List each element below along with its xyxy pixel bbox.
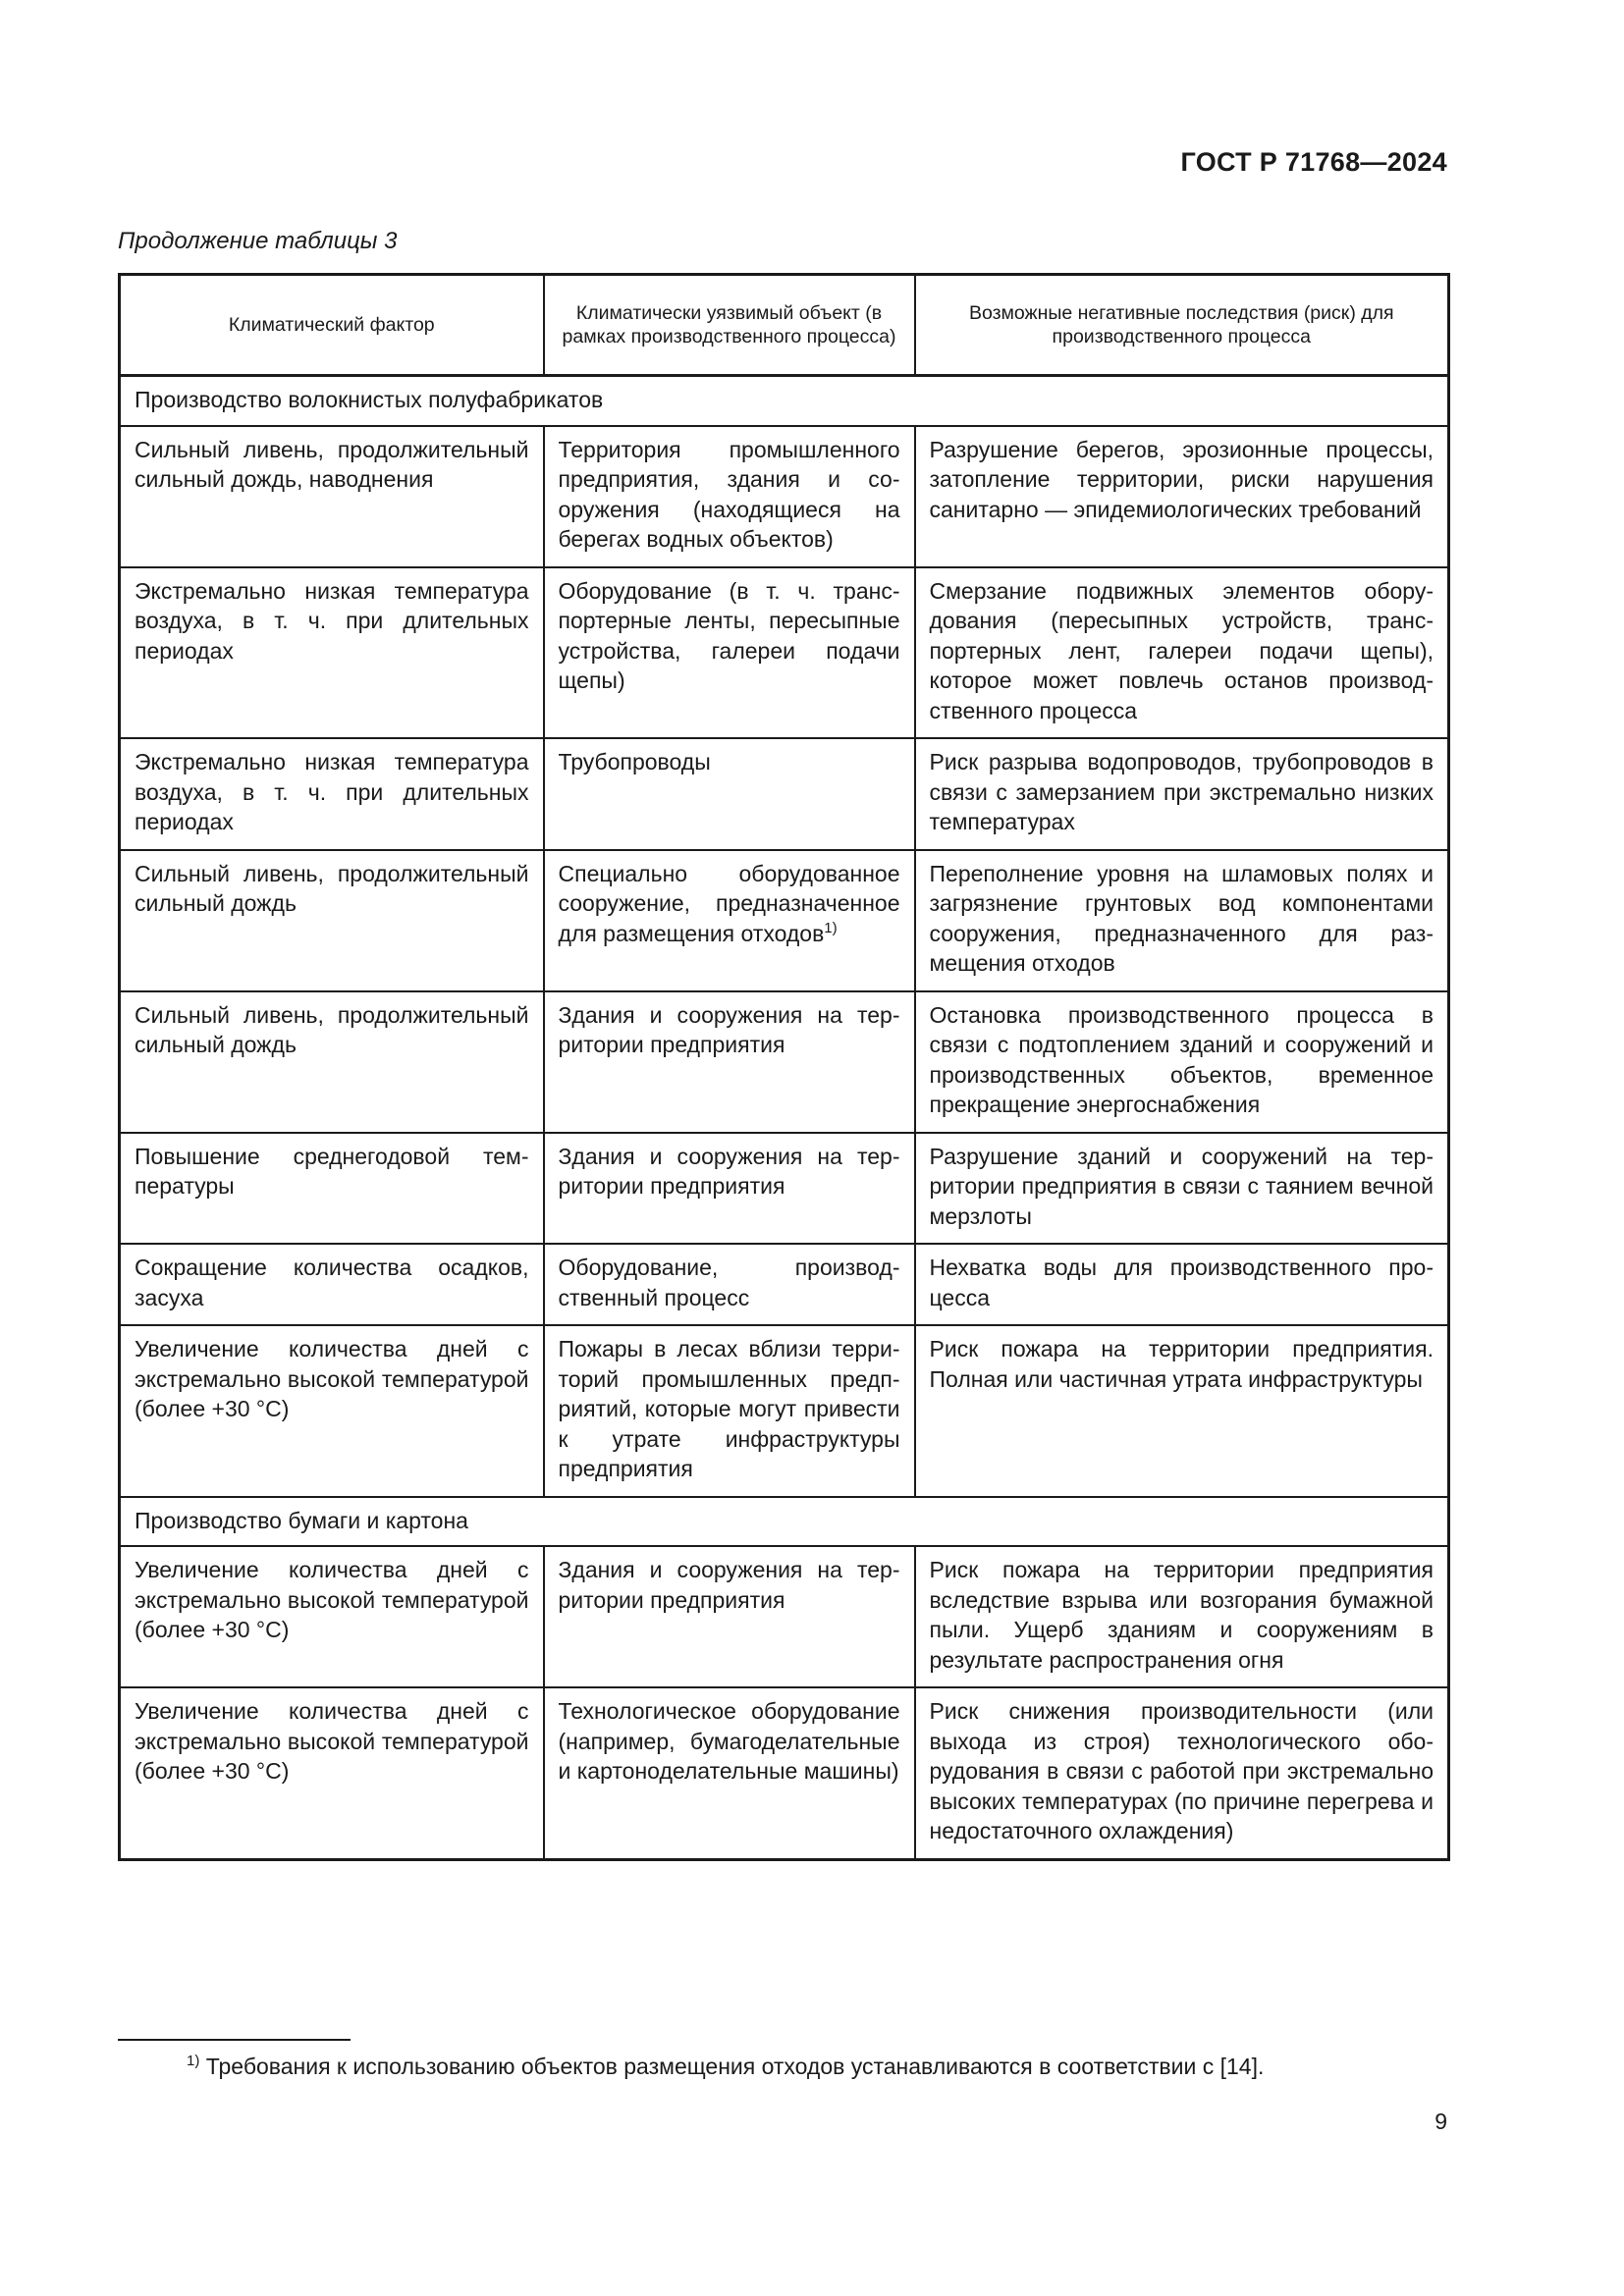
cell-object: Здания и сооружения на территории предприятия <box>544 991 915 1133</box>
section-title-paper: Производство бумаги и картона <box>120 1497 1449 1547</box>
cell-consequence: Разрушение берегов, эрозионные процессы, затопление территории, риски нарушения санитарно — эпидемиологических требований <box>915 426 1449 567</box>
footnote-divider <box>118 2039 351 2041</box>
cell-consequence: Остановка производственного процесса в связи с подтоплением зданий и сооружений и производственных объектов, временное прекращение энергоснабжения <box>915 991 1449 1133</box>
cell-object: Оборудование (в т. ч. транспортерные ленты, пересыпные устройства, галереи подачи щепы) <box>544 567 915 739</box>
cell-object: Технологическое оборудование (например, бумагоделательные и картоноделательные машины) <box>544 1687 915 1859</box>
cell-factor: Увеличение количества дней с экстремально высокой температурой (более +30 °С) <box>120 1546 544 1687</box>
cell-consequence: Риск пожара на территории предприятия. Полная или частичная утрата инфраструктуры <box>915 1325 1449 1497</box>
header-negative-consequences: Возможные негативные последствия (риск) для производственного процесса <box>915 275 1449 376</box>
cell-factor: Сокращение количества осадков, засуха <box>120 1244 544 1325</box>
cell-object: Пожары в лесах вблизи территорий промышленных предприятий, которые могут привести к утрате инфраструктуры предприятия <box>544 1325 915 1497</box>
cell-factor: Повышение среднегодовой температуры <box>120 1133 544 1245</box>
header-vulnerable-object: Климатически уязвимый объект (в рамках производственного процесса) <box>544 275 915 376</box>
table-row <box>120 426 1449 567</box>
section-row <box>120 376 1449 426</box>
cell-factor: Сильный ливень, продолжительный сильный дождь <box>120 991 544 1133</box>
cell-consequence: Смерзание подвижных элементов оборудования (пересыпных устройств, транспортерных лент, галереи подачи щепы), которое может повлечь останов производственного процесса <box>915 567 1449 739</box>
cell-factor: Увеличение количества дней с экстремально высокой температурой (более +30 °С) <box>120 1687 544 1859</box>
table-row <box>120 738 1449 850</box>
table-row <box>120 1325 1449 1497</box>
climate-risk-table <box>118 273 1450 1861</box>
document-code: ГОСТ Р 71768—2024 <box>1180 147 1447 177</box>
table-row <box>120 567 1449 739</box>
cell-consequence: Риск снижения производительности (или выхода из строя) технологического оборудования в связи с работой при экстремально высоких температурах (по причине перегрева и недостаточного охлаждения) <box>915 1687 1449 1859</box>
cell-factor: Экстремально низкая температура воздуха, в т. ч. при длительных периодах <box>120 738 544 850</box>
table-header-row <box>120 275 1449 376</box>
footnote <box>187 2054 1264 2080</box>
section-row <box>120 1497 1449 1547</box>
table-row <box>120 1244 1449 1325</box>
cell-factor: Сильный ливень, продолжительный сильный дождь <box>120 850 544 991</box>
table-row <box>120 1687 1449 1859</box>
cell-object-text: Специально оборудованное сооружение, предназначенное для размещения отходов <box>558 860 900 946</box>
footnote-mark: 1) <box>187 2053 200 2069</box>
cell-consequence: Риск разрыва водопроводов, трубопроводов в связи с замерзанием при экстремально низких температурах <box>915 738 1449 850</box>
cell-consequence: Разрушение зданий и сооружений на территории предприятия в связи с таянием вечной мерзлоты <box>915 1133 1449 1245</box>
table-row <box>120 1546 1449 1687</box>
cell-consequence: Риск пожара на территории предприятия вследствие взрыва или возгорания бумажной пыли. Ущерб зданиям и сооружениям в результате распространения огня <box>915 1546 1449 1687</box>
cell-factor: Сильный ливень, продолжительный сильный дождь, наводнения <box>120 426 544 567</box>
cell-object: Здания и сооружения на территории предприятия <box>544 1546 915 1687</box>
header-climate-factor: Климатический фактор <box>120 275 544 376</box>
cell-object: Территория промышленного предприятия, здания и сооружения (находящиеся на берегах водных объектов) <box>544 426 915 567</box>
cell-consequence: Нехватка воды для производственного процесса <box>915 1244 1449 1325</box>
table-caption: Продолжение таблицы 3 <box>118 228 398 254</box>
cell-object: Здания и сооружения на территории предприятия <box>544 1133 915 1245</box>
cell-object: Трубопроводы <box>544 738 915 850</box>
section-title-fiber: Производство волокнистых полуфабрикатов <box>120 376 1449 426</box>
cell-object-with-footnote <box>544 850 915 991</box>
page-number: 9 <box>1435 2109 1447 2134</box>
footnote-reference: 1) <box>824 919 838 936</box>
table-row <box>120 850 1449 991</box>
cell-object: Оборудование, производственный процесс <box>544 1244 915 1325</box>
table-row <box>120 1133 1449 1245</box>
cell-factor: Увеличение количества дней с экстремально высокой температурой (более +30 °С) <box>120 1325 544 1497</box>
cell-consequence: Переполнение уровня на шламовых полях и загрязнение грунтовых вод компонентами сооружения, предназначенного для размещения отходов <box>915 850 1449 991</box>
footnote-text: Требования к использованию объектов размещения отходов устанавливаются в соответствии с [14]. <box>205 2054 1265 2079</box>
cell-factor: Экстремально низкая температура воздуха, в т. ч. при длительных периодах <box>120 567 544 739</box>
table-row <box>120 991 1449 1133</box>
